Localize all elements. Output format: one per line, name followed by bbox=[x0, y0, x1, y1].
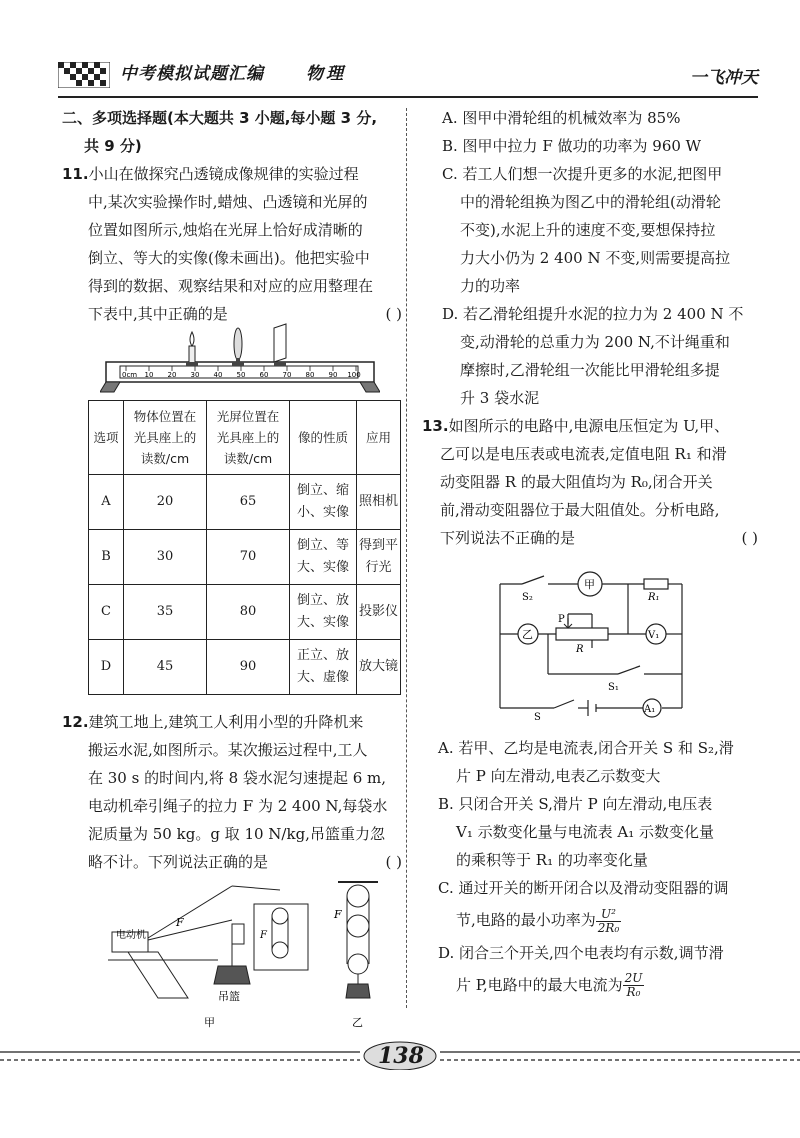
lens-icon bbox=[232, 328, 244, 366]
svg-text:20: 20 bbox=[167, 371, 177, 379]
right-column bbox=[422, 104, 758, 552]
q12-option-c-cont: 中的滑轮组换为图乙中的滑轮组(动滑轮 bbox=[460, 193, 721, 211]
table-cell: 80 bbox=[207, 585, 290, 640]
page-header bbox=[58, 58, 758, 94]
table-cell: 放大镜 bbox=[357, 640, 401, 695]
table-cell: 得到平 行光 bbox=[357, 530, 401, 585]
table-header: 物体位置在 光具座上的 读数/cm bbox=[124, 401, 207, 475]
q12-option-c-cont: 不变),水泥上升的速度不变,要想保持拉 bbox=[460, 221, 716, 239]
q12-number: 12. bbox=[62, 713, 89, 731]
table-cell: D bbox=[89, 640, 124, 695]
q11-line-2: 位置如图所示,烛焰在光屏上恰好成清晰的 bbox=[88, 221, 363, 239]
q12-option-d-cont: 变,动滑轮的总重力为 200 N,不计绳重和 bbox=[460, 333, 730, 351]
left-column bbox=[62, 104, 402, 328]
table-cell: 30 bbox=[124, 530, 207, 585]
rheostat bbox=[556, 628, 608, 640]
svg-text:F: F bbox=[176, 916, 184, 929]
q12-line-4: 泥质量为 50 kg。g 取 10 N/kg,吊篮重力忽 bbox=[88, 825, 385, 843]
header-brand: 一飞冲天 bbox=[690, 68, 758, 88]
q13-options bbox=[438, 734, 758, 999]
table-cell: 90 bbox=[207, 640, 290, 695]
q12-option-c-cont: 力大小仍为 2 400 N 不变,则需要提高拉 bbox=[460, 249, 731, 267]
svg-text:F: F bbox=[260, 930, 267, 941]
svg-text:R: R bbox=[576, 644, 584, 655]
svg-text:乙: 乙 bbox=[352, 1016, 363, 1029]
svg-text:吊篮: 吊篮 bbox=[218, 990, 240, 1003]
q11-line-0: 11.小山在做探究凸透镜成像规律的实验过程 bbox=[62, 165, 359, 183]
svg-text:R₁: R₁ bbox=[648, 592, 660, 603]
basket-icon bbox=[346, 984, 370, 998]
q13-option-b-cont: V₁ 示数变化量与电流表 A₁ 示数变化量 bbox=[456, 823, 714, 841]
svg-text:乙: 乙 bbox=[522, 628, 533, 641]
q12-line-2: 在 30 s 的时间内,将 8 袋水泥匀速提起 6 m, bbox=[88, 769, 387, 787]
q13-last-line: 下列说法不正确的是 ( ) bbox=[422, 524, 758, 552]
q11-answer-paren: ( ) bbox=[385, 305, 402, 323]
table-header: 光屏位置在 光具座上的 读数/cm bbox=[207, 401, 290, 475]
resistor-r1 bbox=[644, 579, 668, 589]
q13-line-0: 13.如图所示的电路中,电源电压恒定为 U,甲、 bbox=[422, 417, 730, 435]
q11-line-1: 中,某次实验操作时,蜡烛、凸透镜和光屏的 bbox=[88, 193, 368, 211]
q13-option-a: A. 若甲、乙均是电流表,闭合开关 S 和 S₂,滑 bbox=[438, 739, 734, 757]
svg-text:甲: 甲 bbox=[204, 1016, 215, 1029]
page-number: 138 bbox=[378, 1043, 424, 1069]
header-title: 中考模拟试题汇编 bbox=[120, 64, 264, 84]
svg-text:甲: 甲 bbox=[584, 578, 595, 591]
q13-answer-paren: ( ) bbox=[741, 529, 758, 547]
q12-line-3: 电动机牵引绳子的拉力 F 为 2 400 N,每袋水 bbox=[88, 797, 388, 815]
q12-option-d-cont: 升 3 袋水泥 bbox=[460, 389, 540, 407]
table-cell: 65 bbox=[207, 475, 290, 530]
svg-text:30: 30 bbox=[190, 371, 200, 379]
header-rule bbox=[58, 96, 758, 98]
table-cell: A bbox=[89, 475, 124, 530]
q11-number: 11. bbox=[62, 165, 89, 183]
q11-line-4: 得到的数据、观察结果和对应的应用整理在 bbox=[88, 277, 374, 295]
q13-line-3: 前,滑动变阻器位于最大阻值处。分析电路, bbox=[440, 501, 720, 519]
section-title: 二、多项选择题(本大题共 3 小题,每小题 3 分, bbox=[62, 109, 378, 127]
section-title-cont: 共 9 分) bbox=[84, 137, 142, 155]
fraction-min-power: $\frac{\text{U²}}{\text{2R₀}}$ bbox=[597, 906, 620, 935]
svg-text:60: 60 bbox=[259, 371, 269, 379]
pulley-icon bbox=[272, 908, 288, 924]
svg-text:S₁: S₁ bbox=[608, 682, 619, 693]
table-cell: B bbox=[89, 530, 124, 585]
table-cell: 倒立、放 大、实像 bbox=[290, 585, 357, 640]
q12-option-d-cont: 摩擦时,乙滑轮组一次能比甲滑轮组多提 bbox=[460, 361, 720, 379]
ruler-unit: 0cm bbox=[122, 371, 138, 379]
hoist-figure bbox=[108, 880, 408, 1030]
checker-logo bbox=[58, 62, 110, 88]
table-header: 像的性质 bbox=[290, 401, 357, 475]
q13-option-a-cont: 片 P 向左滑动,电表乙示数变大 bbox=[456, 767, 661, 785]
q13-option-d: D. 闭合三个开关,四个电表均有示数,调节滑 bbox=[438, 943, 724, 962]
svg-text:电动机: 电动机 bbox=[116, 930, 146, 941]
q13-line-2: 动变阻器 R 的最大阻值均为 R₀,闭合开关 bbox=[440, 473, 713, 491]
candle-icon bbox=[186, 332, 198, 366]
table-cell: 35 bbox=[124, 585, 207, 640]
q12-option-d: D. 若乙滑轮组提升水泥的拉力为 2 400 N 不 bbox=[442, 305, 744, 323]
pulley-icon bbox=[347, 885, 369, 907]
pulley-icon bbox=[347, 915, 369, 937]
svg-text:70: 70 bbox=[282, 371, 292, 379]
basket-icon bbox=[214, 966, 250, 984]
q12-last-line: 略不计。下列说法正确的是 ( ) bbox=[62, 848, 402, 876]
header-subject: 物理 bbox=[306, 64, 346, 84]
q12-option-a: A. 图甲中滑轮组的机械效率为 85% bbox=[442, 109, 681, 127]
svg-text:A₁: A₁ bbox=[644, 704, 656, 715]
q12-block bbox=[62, 708, 402, 876]
pulley-icon bbox=[348, 954, 368, 974]
table-header-row bbox=[89, 401, 401, 475]
svg-text:50: 50 bbox=[236, 371, 246, 379]
q13-option-c-cont: 节,电路的最小功率为 $\frac{\text{U²}}{\text{2R₀}}$ bbox=[456, 906, 620, 935]
optical-bench-figure bbox=[100, 322, 380, 394]
table-cell: 20 bbox=[124, 475, 207, 530]
svg-text:40: 40 bbox=[213, 371, 223, 379]
table-row bbox=[89, 530, 401, 585]
table-row bbox=[89, 640, 401, 695]
table-cell: 照相机 bbox=[357, 475, 401, 530]
q11-last-line: 下表中,其中正确的是 ( ) bbox=[62, 300, 402, 328]
q13-option-d-cont: 片 P,电路中的最大电流为 $\frac{2U}{\text{R₀}}$ bbox=[456, 971, 643, 999]
q11-line-3: 倒立、等大的实像(像未画出)。他把实验中 bbox=[88, 249, 370, 267]
q13-option-b: B. 只闭合开关 S,滑片 P 向左滑动,电压表 bbox=[438, 795, 713, 813]
q12-option-c-cont: 力的功率 bbox=[460, 277, 521, 295]
table-header: 选项 bbox=[89, 401, 124, 475]
table-cell: 70 bbox=[207, 530, 290, 585]
table-cell: 倒立、缩 小、实像 bbox=[290, 475, 357, 530]
table-cell: C bbox=[89, 585, 124, 640]
table-header: 应用 bbox=[357, 401, 401, 475]
fraction-max-current: $\frac{2U}{\text{R₀}}$ bbox=[624, 971, 643, 999]
table-cell: 正立、放 大、虚像 bbox=[290, 640, 357, 695]
q12-line-0: 12.建筑工地上,建筑工人利用小型的升降机来 bbox=[62, 713, 364, 731]
table-cell: 投影仪 bbox=[357, 585, 401, 640]
incline-support bbox=[128, 952, 188, 998]
table-row bbox=[89, 585, 401, 640]
q11-table bbox=[88, 400, 401, 695]
pulley-icon bbox=[272, 942, 288, 958]
svg-text:10: 10 bbox=[144, 371, 154, 379]
q13-line-1: 乙可以是电压表或电流表,定值电阻 R₁ 和滑 bbox=[440, 445, 727, 463]
table-cell: 倒立、等 大、实像 bbox=[290, 530, 357, 585]
q13-option-b-cont: 的乘积等于 R₁ 的功率变化量 bbox=[456, 851, 648, 869]
q12-line-1: 搬运水泥,如图所示。某次搬运过程中,工人 bbox=[88, 741, 368, 759]
svg-text:V₁: V₁ bbox=[648, 630, 660, 641]
q12-answer-paren: ( ) bbox=[385, 853, 402, 871]
q13-number: 13. bbox=[422, 417, 449, 435]
column-divider bbox=[406, 108, 407, 1008]
svg-text:S₂: S₂ bbox=[522, 592, 533, 603]
circuit-diagram bbox=[492, 568, 692, 728]
table-row bbox=[89, 475, 401, 530]
q13-option-c: C. 通过开关的断开闭合以及滑动变阻器的调 bbox=[438, 879, 729, 897]
svg-text:90: 90 bbox=[328, 371, 338, 379]
screen-icon bbox=[274, 324, 286, 366]
table-cell: 45 bbox=[124, 640, 207, 695]
svg-text:S: S bbox=[534, 712, 541, 723]
svg-text:100: 100 bbox=[347, 371, 361, 379]
svg-text:80: 80 bbox=[305, 371, 315, 379]
q12-option-b: B. 图甲中拉力 F 做功的功率为 960 W bbox=[442, 137, 702, 155]
q12-option-c: C. 若工人们想一次提升更多的水泥,把图甲 bbox=[442, 165, 723, 183]
svg-text:F: F bbox=[334, 908, 342, 921]
svg-text:P: P bbox=[558, 614, 565, 625]
